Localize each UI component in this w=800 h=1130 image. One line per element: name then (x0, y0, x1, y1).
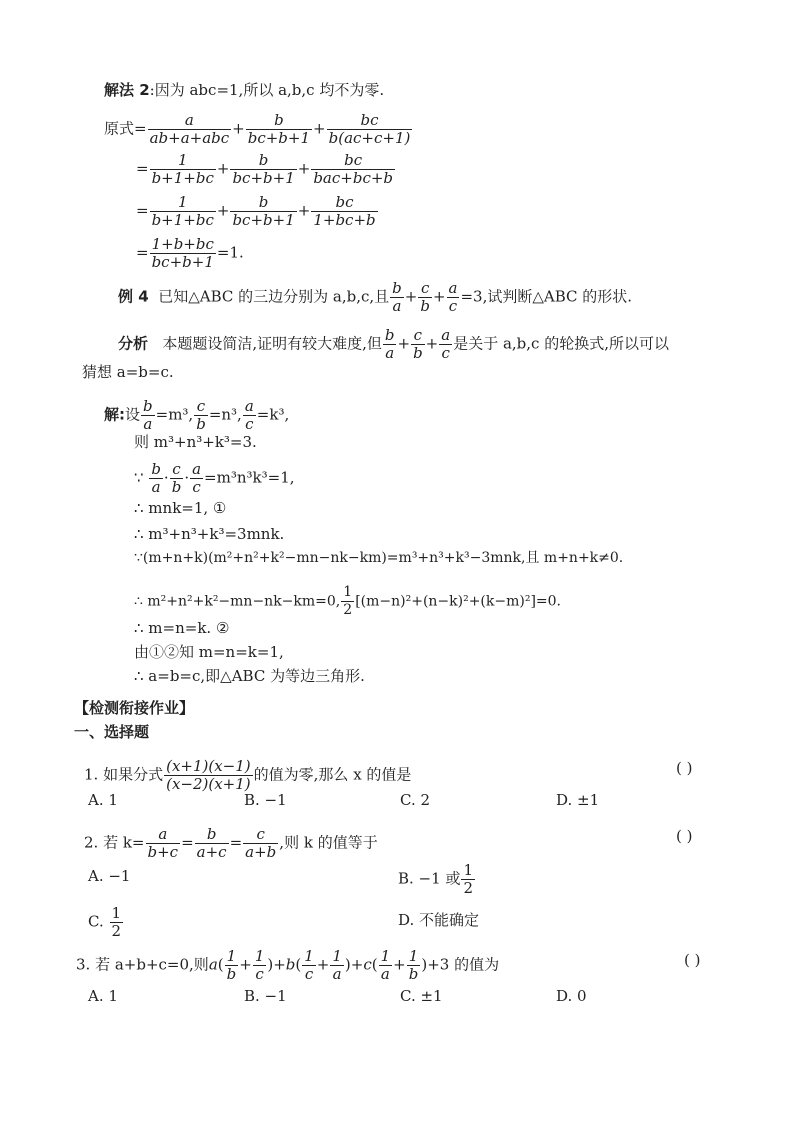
q2-option-b[interactable]: B. −1 或 $\frac{1}{2}$ (398, 861, 473, 897)
solution-step8: ∴ m=n=k. ② (134, 619, 230, 637)
solution2-line2: = $\frac{1}{b+1+bc}$ + $\frac{b}{bc+b+1}$ + $\frac{bc}{\text{bac+bc+b}}$ (136, 151, 394, 187)
solution-step7: ∴ m²+n²+k²−mn−nk−km=0, $\frac{1}{2}$ [(m−n)²+(n−k)²+(k−m)²]=0. (134, 584, 562, 618)
q1-option-c[interactable]: C. 2 (400, 791, 431, 809)
example4-analysis: 分析 本题题设简洁,证明有较大难度,但 $\frac{b}{a}$ + $\frac{c}{b}$ + $\frac{a}{c}$ 是关于 a,b,c 的轮换式,所以可以 (118, 326, 669, 362)
q3-option-d[interactable]: D. 0 (556, 987, 587, 1005)
solution-step6: ∵(m+n+k)(m²+n²+k²−mn−nk−km)=m³+n³+k³−3mnk,且 m+n+k≠0. (134, 550, 624, 566)
question-2: 2. 若 k= $\frac{a}{b+c}$ = $\frac{b}{a+c}$ = $\frac{c}{a+b}$ ,则 k 的值等于 (84, 825, 378, 861)
example4-statement: 例 4 已知△ABC 的三边分别为 a,b,c,且 $\frac{b}{a}$ + $\frac{c}{b}$ + $\frac{a}{c}$ =3,试判断△ABC 的形状. (118, 279, 633, 315)
solution2-line3: = $\frac{1}{b+1+bc}$ + $\frac{b}{bc+b+1}$ + $\frac{bc}{1+bc+b}$ (136, 193, 376, 229)
homework-header: 【检测衔接作业】 (74, 699, 195, 717)
section-choice: 一、选择题 (74, 723, 150, 741)
solution2-line4: = $\frac{1+b+bc}{bc+b+1}$ =1. (136, 235, 244, 271)
answer-blank-2[interactable]: ( ) (676, 827, 693, 845)
solution2-line1: 原式= $\frac{a}{\text{ab+a+abc}}$ + $\frac{b}{bc+b+1}$ + $\frac{bc}{b(ac+c+1)}$ (104, 111, 411, 147)
solution2-label: 解法 2 (104, 81, 150, 99)
example4-analysis-cont: 猜想 a=b=c. (82, 363, 174, 381)
solution-step3: ∵ $\frac{b}{a}$ · $\frac{c}{b}$ · $\frac{a}{c}$ =m³n³k³=1, (134, 460, 295, 496)
solution2-intro (104, 80, 384, 100)
solution-step4: ∴ mnk=1, ① (134, 499, 227, 517)
solution-step5: ∴ m³+n³+k³=3mnk. (134, 525, 285, 543)
solution-step9: 由①②知 m=n=k=1, (134, 643, 284, 661)
q3-option-a[interactable]: A. 1 (88, 987, 118, 1005)
analysis-label: 分析 (118, 334, 149, 353)
q1-option-d[interactable]: D. ±1 (556, 791, 600, 809)
q2-option-d[interactable]: D. 不能确定 (398, 911, 480, 929)
answer-blank-3[interactable]: ( ) (684, 951, 701, 969)
solution-label: 解: (104, 405, 125, 424)
question-3: 3. 若 a+b+c=0,则a( $\frac{1}{b}$ + $\frac{1}{c}$ )+b( $\frac{1}{c}$ + $\frac{1}{a}$ )+c( $\frac{1}{a}$ + $\frac{1}{b}$ )+3 的值为 (76, 947, 500, 983)
example4-label: 例 4 (118, 287, 149, 306)
question-1: 1. 如果分式 $\frac{(x+1)(x-1)}{(x-2)(x+1)}$ 的值为零,那么 x 的值是 (84, 757, 412, 793)
solution-step2: 则 m³+n³+k³=3. (134, 433, 257, 451)
q3-option-c[interactable]: C. ±1 (400, 987, 443, 1005)
q3-option-b[interactable]: B. −1 (244, 987, 287, 1005)
q1-option-a[interactable]: A. 1 (88, 791, 118, 809)
q2-option-c[interactable]: C. $\frac{1}{2}$ (88, 904, 122, 940)
example4-solution-line1: 解:设 $\frac{b}{a}$ =m³, $\frac{c}{b}$ =n³, $\frac{a}{c}$ =k³, (104, 397, 290, 433)
solution-step10: ∴ a=b=c,即△ABC 为等边三角形. (134, 667, 365, 685)
q1-option-b[interactable]: B. −1 (244, 791, 287, 809)
answer-blank-1[interactable]: ( ) (676, 759, 693, 777)
q2-option-a[interactable]: A. −1 (88, 867, 131, 885)
solution2-text: :因为 abc=1,所以 a,b,c 均不为零. (149, 81, 385, 99)
